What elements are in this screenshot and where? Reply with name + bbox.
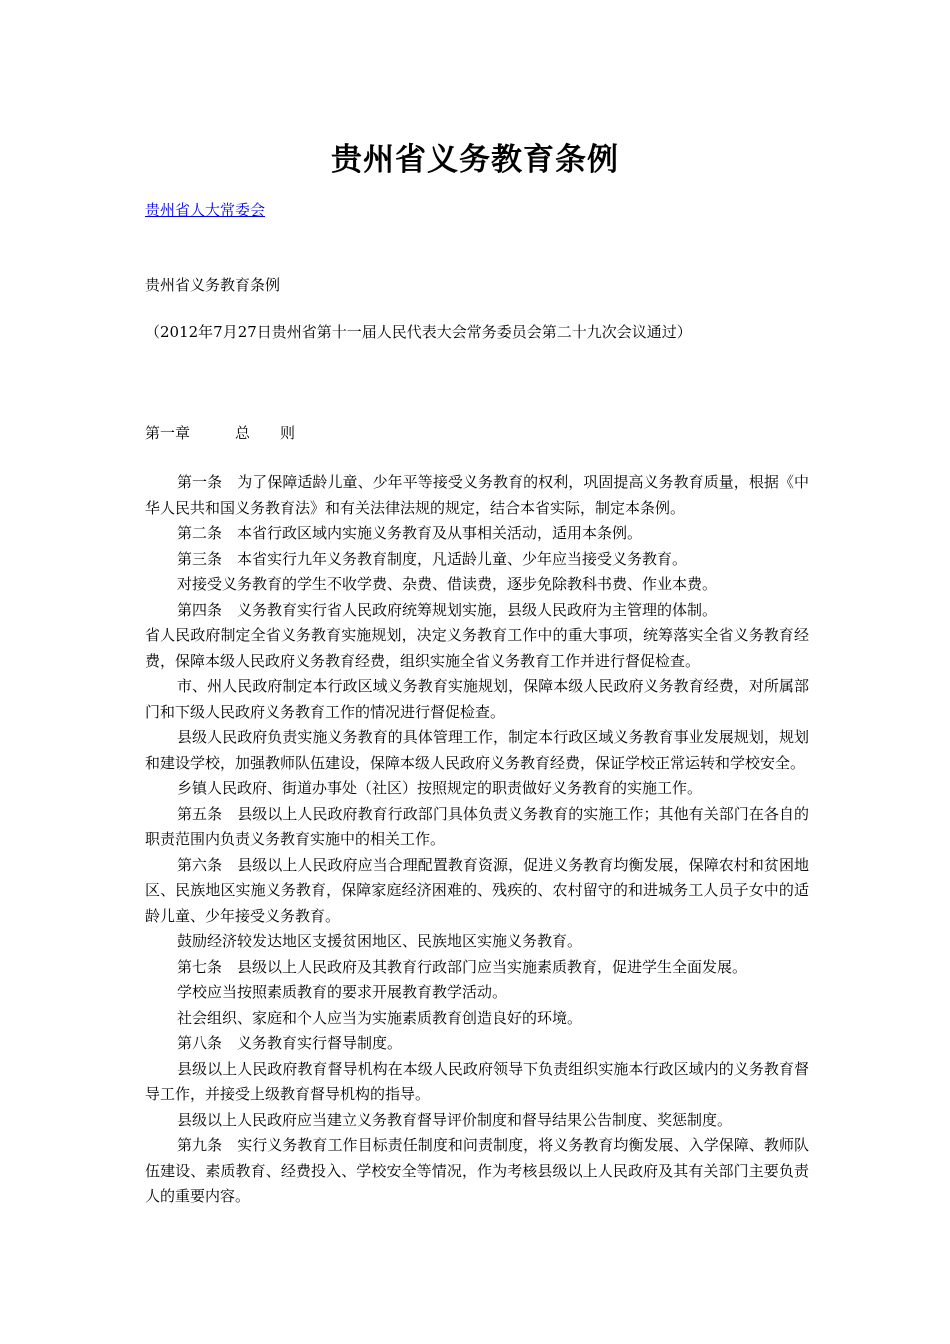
- source-link[interactable]: 贵州省人大常委会: [145, 201, 266, 219]
- article-paragraph: 县级以上人民政府应当建立义务教育督导评价制度和督导结果公告制度、奖惩制度。: [177, 1110, 733, 1129]
- article-paragraph: 省人民政府制定全省义务教育实施规划，决定义务教育工作中的重大事项，统筹落实全省义务教育经费，保障本级人民政府义务教育经费，组织实施全省义务教育工作并进行督促检查。: [145, 626, 809, 670]
- article-paragraph: 第八条 义务教育实行督导制度。: [177, 1034, 403, 1052]
- article-paragraph: 乡镇人民政府、街道办事处（社区）按照规定的职责做好义务教育的实施工作。: [177, 779, 703, 797]
- article-paragraph: 第一条 为了保障适龄儿童、少年平等接受义务教育的权利，巩固提高义务教育质量，根据《中华人民共和国义务教育法》和有关法律法规的规定，结合本省实际，制定本条例。: [145, 473, 809, 517]
- article-paragraph: 第二条 本省行政区域内实施义务教育及从事相关活动，适用本条例。: [177, 524, 643, 542]
- document-title: 贵州省义务教育条例: [331, 142, 619, 178]
- article-paragraph: 第七条 县级以上人民政府及其教育行政部门应当实施素质教育，促进学生全面发展。: [177, 957, 748, 976]
- article-body: [145, 470, 809, 1210]
- article-paragraph: 县级以上人民政府教育督导机构在本级人民政府领导下负责组织实施本行政区域内的义务教育督导工作，并接受上级教育督导机构的指导。: [145, 1059, 809, 1103]
- article-paragraph: 对接受义务教育的学生不收学费、杂费、借读费，逐步免除教科书费、作业本费。: [177, 575, 718, 593]
- article-paragraph: 第九条 实行义务教育工作目标责任制度和问责制度，将义务教育均衡发展、入学保障、教师队伍建设、素质教育、经费投入、学校安全等情况，作为考核县级以上人民政府及其有关部门主要负责人的重要内容。: [145, 1136, 809, 1205]
- article-paragraph: 鼓励经济较发达地区支援贫困地区、民族地区实施义务教育。: [177, 932, 583, 950]
- article-paragraph: 第五条 县级以上人民政府教育行政部门具体负责义务教育的实施工作；其他有关部门在各自的职责范围内负责义务教育实施中的相关工作。: [145, 804, 809, 848]
- article-paragraph: 第四条 义务教育实行省人民政府统筹规划实施，县级人民政府为主管理的体制。: [177, 600, 718, 619]
- article-paragraph: 市、州人民政府制定本行政区域义务教育实施规划，保障本级人民政府义务教育经费，对所属部门和下级人民政府义务教育工作的情况进行督促检查。: [145, 677, 809, 721]
- article-paragraph: 学校应当按照素质教育的要求开展教育教学活动。: [177, 983, 508, 1001]
- article-paragraph: 第六条 县级以上人民政府应当合理配置教育资源，促进义务教育均衡发展，保障农村和贫困地区、民族地区实施义务教育，保障家庭经济困难的、残疾的、农村留守的和进城务工人员子女中的适龄儿童、少年接受义务教育。: [145, 855, 809, 925]
- article-paragraph: 第三条 本省实行九年义务教育制度，凡适龄儿童、少年应当接受义务教育。: [177, 549, 688, 568]
- adoption-note: （2012年7月27日贵州省第十一届人民代表大会常务委员会第二十九次会议通过）: [145, 323, 692, 341]
- document-subtitle: 贵州省义务教育条例: [145, 276, 281, 294]
- article-paragraph: 县级人民政府负责实施义务教育的具体管理工作，制定本行政区域义务教育事业发展规划，规划和建设学校，加强教师队伍建设，保障本级人民政府义务教育经费，保证学校正常运转和学校安全。: [145, 728, 809, 772]
- chapter-heading: 第一章 总 则: [145, 424, 296, 442]
- article-paragraph: 社会组织、家庭和个人应当为实施素质教育创造良好的环境。: [177, 1008, 583, 1027]
